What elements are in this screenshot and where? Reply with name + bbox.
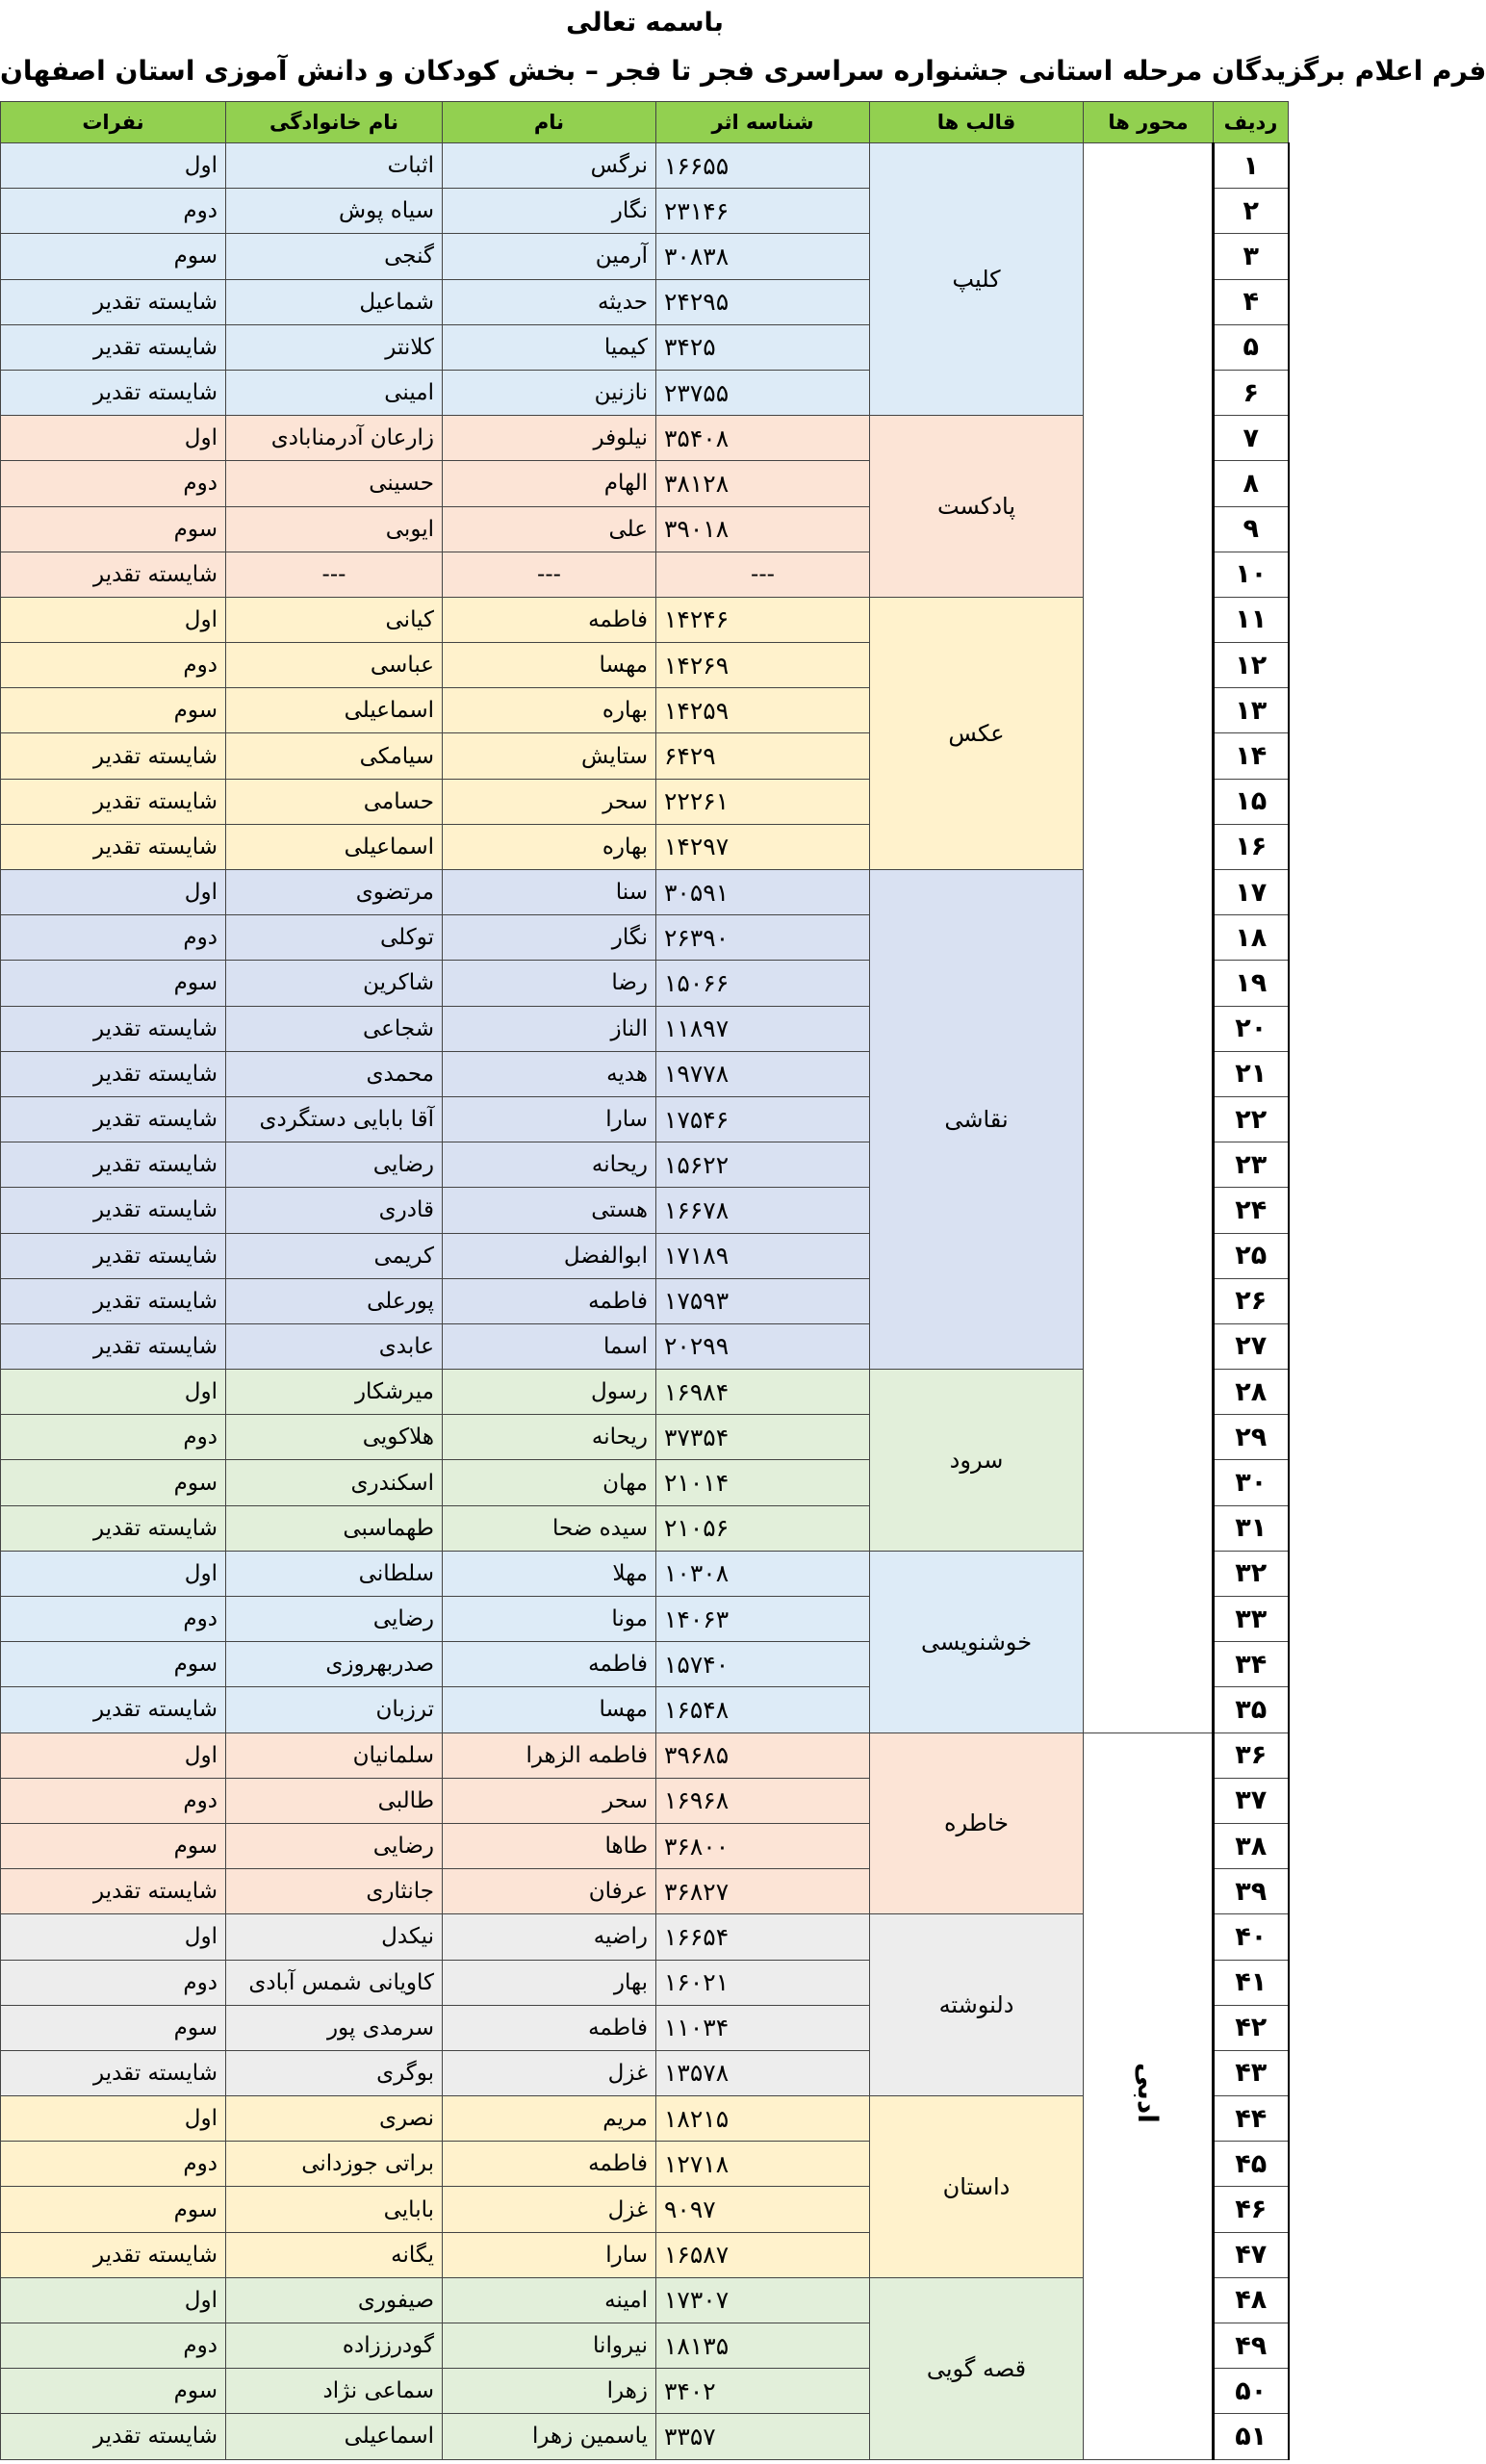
first-name-cell: بهاره bbox=[443, 688, 656, 733]
work-id-cell: ۱۶۰۲۱ bbox=[656, 1960, 870, 2005]
last-name-cell: سیامکی bbox=[226, 733, 443, 779]
work-id-cell: ۳۶۸۰۰ bbox=[656, 1823, 870, 1868]
work-id-cell: ۱۸۲۱۵ bbox=[656, 2096, 870, 2142]
last-name-cell: گودرززاده bbox=[226, 2323, 443, 2369]
first-name-cell: مهسا bbox=[443, 1687, 656, 1732]
rank-cell: اول bbox=[1, 1370, 226, 1415]
work-id-cell: ۳۰۸۳۸ bbox=[656, 234, 870, 279]
row-number-cell: ۴ bbox=[1214, 279, 1289, 324]
first-name-cell: --- bbox=[443, 552, 656, 597]
first-name-cell: امینه bbox=[443, 2277, 656, 2323]
last-name-cell: میرشکار bbox=[226, 1370, 443, 1415]
rank-cell: شایسته تقدیر bbox=[1, 1323, 226, 1369]
rank-cell: دوم bbox=[1, 189, 226, 234]
first-name-cell: بهار bbox=[443, 1960, 656, 2005]
last-name-cell: محمدی bbox=[226, 1051, 443, 1096]
first-name-cell: سحر bbox=[443, 779, 656, 824]
rank-cell: دوم bbox=[1, 1415, 226, 1460]
first-name-cell: فاطمه bbox=[443, 2142, 656, 2187]
first-name-cell: مهسا bbox=[443, 643, 656, 688]
last-name-cell: کاویانی شمس آبادی bbox=[226, 1960, 443, 2005]
first-name-cell: هدیه bbox=[443, 1051, 656, 1096]
rank-cell: سوم bbox=[1, 234, 226, 279]
rank-cell: سوم bbox=[1, 2187, 226, 2232]
row-number-cell: ۳۷ bbox=[1214, 1778, 1289, 1823]
last-name-cell: صیفوری bbox=[226, 2277, 443, 2323]
work-id-cell: ۱۴۲۴۶ bbox=[656, 597, 870, 642]
work-id-cell: ۳۳۵۷ bbox=[656, 2414, 870, 2459]
rank-cell: شایسته تقدیر bbox=[1, 1096, 226, 1142]
row-number-cell: ۴۶ bbox=[1214, 2187, 1289, 2232]
row-number-cell: ۲۱ bbox=[1214, 1051, 1289, 1096]
rank-cell: شایسته تقدیر bbox=[1, 824, 226, 869]
table-header-row bbox=[1, 102, 1289, 143]
last-name-cell: رضایی bbox=[226, 1823, 443, 1868]
work-id-cell: ۲۱۰۵۶ bbox=[656, 1505, 870, 1551]
rank-cell: شایسته تقدیر bbox=[1, 733, 226, 779]
rank-cell: دوم bbox=[1, 1960, 226, 2005]
rank-cell: شایسته تقدیر bbox=[1, 2414, 226, 2459]
last-name-cell: هلاکویی bbox=[226, 1415, 443, 1460]
last-name-cell: حسامی bbox=[226, 779, 443, 824]
work-id-cell: ۱۲۷۱۸ bbox=[656, 2142, 870, 2187]
row-number-cell: ۳۴ bbox=[1214, 1642, 1289, 1687]
row-number-cell: ۸ bbox=[1214, 461, 1289, 506]
last-name-cell: گنجی bbox=[226, 234, 443, 279]
last-name-cell: بابایی bbox=[226, 2187, 443, 2232]
first-name-cell: یاسمین زهرا bbox=[443, 2414, 656, 2459]
work-id-cell: --- bbox=[656, 552, 870, 597]
last-name-cell: ترزبان bbox=[226, 1687, 443, 1732]
rank-cell: سوم bbox=[1, 2369, 226, 2414]
rank-cell: دوم bbox=[1, 643, 226, 688]
last-name-cell: امینی bbox=[226, 370, 443, 415]
row-number-cell: ۲۶ bbox=[1214, 1278, 1289, 1323]
work-id-cell: ۳۷۳۵۴ bbox=[656, 1415, 870, 1460]
first-name-cell: نگار bbox=[443, 189, 656, 234]
row-number-cell: ۲۸ bbox=[1214, 1370, 1289, 1415]
row-number-cell: ۴۱ bbox=[1214, 1960, 1289, 2005]
first-name-cell: غزل bbox=[443, 2187, 656, 2232]
last-name-cell: جانثاری bbox=[226, 1869, 443, 1914]
work-id-cell: ۱۵۰۶۶ bbox=[656, 961, 870, 1006]
first-name-cell: علی bbox=[443, 506, 656, 552]
first-name-cell: کیمیا bbox=[443, 324, 656, 370]
rank-cell: شایسته تقدیر bbox=[1, 1687, 226, 1732]
row-number-cell: ۲۳ bbox=[1214, 1142, 1289, 1188]
row-number-cell: ۳۶ bbox=[1214, 1732, 1289, 1778]
first-name-cell: سارا bbox=[443, 1096, 656, 1142]
header-last-name: نام خانوادگی bbox=[226, 102, 443, 143]
row-number-cell: ۲۷ bbox=[1214, 1323, 1289, 1369]
row-number-cell: ۱۳ bbox=[1214, 688, 1289, 733]
first-name-cell: ریحانه bbox=[443, 1415, 656, 1460]
work-id-cell: ۱۶۹۸۴ bbox=[656, 1370, 870, 1415]
first-name-cell: نیروانا bbox=[443, 2323, 656, 2369]
last-name-cell: یگانه bbox=[226, 2232, 443, 2277]
first-name-cell: نازنین bbox=[443, 370, 656, 415]
row-number-cell: ۲۴ bbox=[1214, 1188, 1289, 1233]
last-name-cell: سلمانیان bbox=[226, 1732, 443, 1778]
first-name-cell: سیده ضحا bbox=[443, 1505, 656, 1551]
work-id-cell: ۳۵۴۰۸ bbox=[656, 416, 870, 461]
work-id-cell: ۱۷۵۹۳ bbox=[656, 1278, 870, 1323]
last-name-cell: اسماعیلی bbox=[226, 688, 443, 733]
rank-cell: اول bbox=[1, 870, 226, 915]
last-name-cell: رضایی bbox=[226, 1597, 443, 1642]
rank-cell: شایسته تقدیر bbox=[1, 1006, 226, 1051]
first-name-cell: رضا bbox=[443, 961, 656, 1006]
work-id-cell: ۱۱۰۳۴ bbox=[656, 2005, 870, 2050]
rank-cell: اول bbox=[1, 597, 226, 642]
row-number-cell: ۲۵ bbox=[1214, 1233, 1289, 1278]
work-id-cell: ۱۶۹۶۸ bbox=[656, 1778, 870, 1823]
first-name-cell: مهان bbox=[443, 1460, 656, 1505]
work-id-cell: ۳۴۲۵ bbox=[656, 324, 870, 370]
first-name-cell: مریم bbox=[443, 2096, 656, 2142]
row-number-cell: ۲ bbox=[1214, 189, 1289, 234]
axis-cell-literary bbox=[1084, 1732, 1214, 2459]
page-heading: باسمه تعالی bbox=[566, 8, 724, 38]
row-number-cell: ۶ bbox=[1214, 370, 1289, 415]
last-name-cell: اثبات bbox=[226, 143, 443, 189]
first-name-cell: فاطمه bbox=[443, 1278, 656, 1323]
last-name-cell: سماعی نژاد bbox=[226, 2369, 443, 2414]
last-name-cell: حسینی bbox=[226, 461, 443, 506]
work-id-cell: ۲۳۱۴۶ bbox=[656, 189, 870, 234]
work-id-cell: ۲۰۲۹۹ bbox=[656, 1323, 870, 1369]
table-row bbox=[1, 1732, 1289, 1778]
first-name-cell: آرمین bbox=[443, 234, 656, 279]
row-number-cell: ۳۸ bbox=[1214, 1823, 1289, 1868]
last-name-cell: سیاه پوش bbox=[226, 189, 443, 234]
row-number-cell: ۵۱ bbox=[1214, 2414, 1289, 2459]
row-number-cell: ۴۸ bbox=[1214, 2277, 1289, 2323]
row-number-cell: ۳۹ bbox=[1214, 1869, 1289, 1914]
row-number-cell: ۴۲ bbox=[1214, 2005, 1289, 2050]
work-id-cell: ۲۶۳۹۰ bbox=[656, 915, 870, 961]
rank-cell: شایسته تقدیر bbox=[1, 370, 226, 415]
first-name-cell: عرفان bbox=[443, 1869, 656, 1914]
work-id-cell: ۳۸۱۲۸ bbox=[656, 461, 870, 506]
last-name-cell: مرتضوی bbox=[226, 870, 443, 915]
first-name-cell: سحر bbox=[443, 1778, 656, 1823]
first-name-cell: مهلا bbox=[443, 1551, 656, 1596]
row-number-cell: ۵ bbox=[1214, 324, 1289, 370]
row-number-cell: ۳۰ bbox=[1214, 1460, 1289, 1505]
rank-cell: اول bbox=[1, 416, 226, 461]
work-id-cell: ۱۷۱۸۹ bbox=[656, 1233, 870, 1278]
rank-cell: شایسته تقدیر bbox=[1, 1051, 226, 1096]
work-id-cell: ۱۶۵۴۸ bbox=[656, 1687, 870, 1732]
first-name-cell: مونا bbox=[443, 1597, 656, 1642]
work-id-cell: ۱۶۵۸۷ bbox=[656, 2232, 870, 2277]
work-id-cell: ۱۷۵۴۶ bbox=[656, 1096, 870, 1142]
header-work-id: شناسه اثر bbox=[656, 102, 870, 143]
format-cell: دلنوشته bbox=[870, 1914, 1084, 2096]
rank-cell: شایسته تقدیر bbox=[1, 1278, 226, 1323]
first-name-cell: نرگس bbox=[443, 143, 656, 189]
rank-cell: دوم bbox=[1, 2323, 226, 2369]
work-id-cell: ۱۸۱۳۵ bbox=[656, 2323, 870, 2369]
row-number-cell: ۵۰ bbox=[1214, 2369, 1289, 2414]
work-id-cell: ۲۱۰۱۴ bbox=[656, 1460, 870, 1505]
last-name-cell: شاکرین bbox=[226, 961, 443, 1006]
work-id-cell: ۳۰۵۹۱ bbox=[656, 870, 870, 915]
first-name-cell: سنا bbox=[443, 870, 656, 915]
row-number-cell: ۱۱ bbox=[1214, 597, 1289, 642]
first-name-cell: نیلوفر bbox=[443, 416, 656, 461]
work-id-cell: ۱۵۶۲۲ bbox=[656, 1142, 870, 1188]
first-name-cell: ابوالفضل bbox=[443, 1233, 656, 1278]
last-name-cell: شجاعی bbox=[226, 1006, 443, 1051]
rank-cell: شایسته تقدیر bbox=[1, 324, 226, 370]
last-name-cell: توکلی bbox=[226, 915, 443, 961]
work-id-cell: ۱۴۰۶۳ bbox=[656, 1597, 870, 1642]
work-id-cell: ۱۶۶۵۴ bbox=[656, 1914, 870, 1960]
work-id-cell: ۱۶۶۷۸ bbox=[656, 1188, 870, 1233]
last-name-cell: کلانتر bbox=[226, 324, 443, 370]
row-number-cell: ۱۵ bbox=[1214, 779, 1289, 824]
first-name-cell: الناز bbox=[443, 1006, 656, 1051]
row-number-cell: ۴۵ bbox=[1214, 2142, 1289, 2187]
last-name-cell: سرمدی پور bbox=[226, 2005, 443, 2050]
rank-cell: دوم bbox=[1, 2142, 226, 2187]
first-name-cell: ستایش bbox=[443, 733, 656, 779]
format-cell: نقاشی bbox=[870, 870, 1084, 1370]
table-row bbox=[1, 143, 1289, 189]
work-id-cell: ۳۶۸۲۷ bbox=[656, 1869, 870, 1914]
format-cell: خوشنویسی bbox=[870, 1551, 1084, 1732]
last-name-cell: سلطانی bbox=[226, 1551, 443, 1596]
work-id-cell: ۳۹۰۱۸ bbox=[656, 506, 870, 552]
row-number-cell: ۹ bbox=[1214, 506, 1289, 552]
last-name-cell: قادری bbox=[226, 1188, 443, 1233]
axis-cell-empty bbox=[1084, 143, 1214, 1733]
work-id-cell: ۱۹۷۷۸ bbox=[656, 1051, 870, 1096]
rank-cell: اول bbox=[1, 1914, 226, 1960]
format-cell: داستان bbox=[870, 2096, 1084, 2278]
rank-cell: اول bbox=[1, 1732, 226, 1778]
work-id-cell: ۲۳۷۵۵ bbox=[656, 370, 870, 415]
format-cell: قصه گویی bbox=[870, 2277, 1084, 2459]
row-number-cell: ۴۴ bbox=[1214, 2096, 1289, 2142]
first-name-cell: بهاره bbox=[443, 824, 656, 869]
last-name-cell: براتی جوزدانی bbox=[226, 2142, 443, 2187]
first-name-cell: ریحانه bbox=[443, 1142, 656, 1188]
last-name-cell: عباسی bbox=[226, 643, 443, 688]
row-number-cell: ۲۰ bbox=[1214, 1006, 1289, 1051]
format-cell: سرود bbox=[870, 1370, 1084, 1552]
format-cell: عکس bbox=[870, 597, 1084, 869]
work-id-cell: ۱۴۲۵۹ bbox=[656, 688, 870, 733]
format-cell: خاطره bbox=[870, 1732, 1084, 1914]
header-axis: محور ها bbox=[1084, 102, 1214, 143]
last-name-cell: رضایی bbox=[226, 1142, 443, 1188]
rank-cell: سوم bbox=[1, 1823, 226, 1868]
header-format: قالب ها bbox=[870, 102, 1084, 143]
last-name-cell: کریمی bbox=[226, 1233, 443, 1278]
last-name-cell: ایوبی bbox=[226, 506, 443, 552]
format-cell: کلیپ bbox=[870, 143, 1084, 416]
winners-table-container bbox=[0, 101, 1290, 2460]
rank-cell: سوم bbox=[1, 1642, 226, 1687]
rank-cell: شایسته تقدیر bbox=[1, 1142, 226, 1188]
rank-cell: شایسته تقدیر bbox=[1, 2050, 226, 2095]
row-number-cell: ۲۲ bbox=[1214, 1096, 1289, 1142]
row-number-cell: ۱۷ bbox=[1214, 870, 1289, 915]
row-number-cell: ۳۵ bbox=[1214, 1687, 1289, 1732]
last-name-cell: صدربهروزی bbox=[226, 1642, 443, 1687]
first-name-cell: رسول bbox=[443, 1370, 656, 1415]
rank-cell: دوم bbox=[1, 1778, 226, 1823]
rank-cell: شایسته تقدیر bbox=[1, 552, 226, 597]
work-id-cell: ۱۱۸۹۷ bbox=[656, 1006, 870, 1051]
rank-cell: دوم bbox=[1, 461, 226, 506]
work-id-cell: ۱۶۶۵۵ bbox=[656, 143, 870, 189]
row-number-cell: ۳۳ bbox=[1214, 1597, 1289, 1642]
rank-cell: سوم bbox=[1, 688, 226, 733]
header-row-number: ردیف bbox=[1214, 102, 1289, 143]
rank-cell: دوم bbox=[1, 915, 226, 961]
last-name-cell: طهماسبی bbox=[226, 1505, 443, 1551]
last-name-cell: بوگری bbox=[226, 2050, 443, 2095]
rank-cell: دوم bbox=[1, 1597, 226, 1642]
last-name-cell: پورعلی bbox=[226, 1278, 443, 1323]
last-name-cell: اسماعیلی bbox=[226, 2414, 443, 2459]
work-id-cell: ۱۳۵۷۸ bbox=[656, 2050, 870, 2095]
rank-cell: سوم bbox=[1, 506, 226, 552]
rank-cell: اول bbox=[1, 2277, 226, 2323]
last-name-cell: عابدی bbox=[226, 1323, 443, 1369]
header-first-name: نام bbox=[443, 102, 656, 143]
row-number-cell: ۴۹ bbox=[1214, 2323, 1289, 2369]
winners-table bbox=[0, 101, 1290, 2460]
work-id-cell: ۲۲۲۶۱ bbox=[656, 779, 870, 824]
first-name-cell: راضیه bbox=[443, 1914, 656, 1960]
row-number-cell: ۴۷ bbox=[1214, 2232, 1289, 2277]
last-name-cell: اسماعیلی bbox=[226, 824, 443, 869]
last-name-cell: نیکدل bbox=[226, 1914, 443, 1960]
work-id-cell: ۹۰۹۷ bbox=[656, 2187, 870, 2232]
row-number-cell: ۷ bbox=[1214, 416, 1289, 461]
work-id-cell: ۶۴۲۹ bbox=[656, 733, 870, 779]
first-name-cell: غزل bbox=[443, 2050, 656, 2095]
row-number-cell: ۳ bbox=[1214, 234, 1289, 279]
row-number-cell: ۳۲ bbox=[1214, 1551, 1289, 1596]
work-id-cell: ۱۵۷۴۰ bbox=[656, 1642, 870, 1687]
first-name-cell: زهرا bbox=[443, 2369, 656, 2414]
first-name-cell: فاطمه الزهرا bbox=[443, 1732, 656, 1778]
first-name-cell: فاطمه bbox=[443, 1642, 656, 1687]
work-id-cell: ۳۴۰۲ bbox=[656, 2369, 870, 2414]
rank-cell: شایسته تقدیر bbox=[1, 1233, 226, 1278]
row-number-cell: ۳۱ bbox=[1214, 1505, 1289, 1551]
row-number-cell: ۱۶ bbox=[1214, 824, 1289, 869]
rank-cell: شایسته تقدیر bbox=[1, 2232, 226, 2277]
rank-cell: شایسته تقدیر bbox=[1, 279, 226, 324]
first-name-cell: الهام bbox=[443, 461, 656, 506]
work-id-cell: ۱۴۲۶۹ bbox=[656, 643, 870, 688]
last-name-cell: طالبی bbox=[226, 1778, 443, 1823]
table-body bbox=[1, 143, 1289, 2460]
row-number-cell: ۱۲ bbox=[1214, 643, 1289, 688]
rank-cell: اول bbox=[1, 2096, 226, 2142]
work-id-cell: ۱۴۲۹۷ bbox=[656, 824, 870, 869]
rank-cell: شایسته تقدیر bbox=[1, 779, 226, 824]
first-name-cell: هستی bbox=[443, 1188, 656, 1233]
row-number-cell: ۱۴ bbox=[1214, 733, 1289, 779]
rank-cell: شایسته تقدیر bbox=[1, 1188, 226, 1233]
row-number-cell: ۱ bbox=[1214, 143, 1289, 189]
rank-cell: شایسته تقدیر bbox=[1, 1869, 226, 1914]
first-name-cell: نگار bbox=[443, 915, 656, 961]
work-id-cell: ۳۹۶۸۵ bbox=[656, 1732, 870, 1778]
first-name-cell: طاها bbox=[443, 1823, 656, 1868]
axis-label: ادبی bbox=[1132, 2063, 1164, 2123]
work-id-cell: ۱۷۳۰۷ bbox=[656, 2277, 870, 2323]
rank-cell: سوم bbox=[1, 2005, 226, 2050]
last-name-cell: --- bbox=[226, 552, 443, 597]
page-title: فرم اعلام برگزیدگان مرحله استانی جشنواره سراسری فجر تا فجر – بخش کودکان و دانش آموزی استان اصفهان bbox=[0, 55, 1486, 87]
first-name-cell: سارا bbox=[443, 2232, 656, 2277]
last-name-cell: اسکندری bbox=[226, 1460, 443, 1505]
row-number-cell: ۱۹ bbox=[1214, 961, 1289, 1006]
rank-cell: سوم bbox=[1, 1460, 226, 1505]
rank-cell: اول bbox=[1, 1551, 226, 1596]
row-number-cell: ۱۰ bbox=[1214, 552, 1289, 597]
last-name-cell: زارعان آدرمنابادی bbox=[226, 416, 443, 461]
work-id-cell: ۱۰۳۰۸ bbox=[656, 1551, 870, 1596]
work-id-cell: ۲۴۲۹۵ bbox=[656, 279, 870, 324]
last-name-cell: کیانی bbox=[226, 597, 443, 642]
row-number-cell: ۱۸ bbox=[1214, 915, 1289, 961]
last-name-cell: شماعیل bbox=[226, 279, 443, 324]
header-rank: نفرات bbox=[1, 102, 226, 143]
rank-cell: شایسته تقدیر bbox=[1, 1505, 226, 1551]
first-name-cell: حدیثه bbox=[443, 279, 656, 324]
rank-cell: اول bbox=[1, 143, 226, 189]
last-name-cell: آقا بابایی دستگردی bbox=[226, 1096, 443, 1142]
first-name-cell: فاطمه bbox=[443, 2005, 656, 2050]
row-number-cell: ۲۹ bbox=[1214, 1415, 1289, 1460]
row-number-cell: ۴۳ bbox=[1214, 2050, 1289, 2095]
format-cell: پادکست bbox=[870, 416, 1084, 598]
rank-cell: سوم bbox=[1, 961, 226, 1006]
row-number-cell: ۴۰ bbox=[1214, 1914, 1289, 1960]
last-name-cell: نصری bbox=[226, 2096, 443, 2142]
first-name-cell: اسما bbox=[443, 1323, 656, 1369]
first-name-cell: فاطمه bbox=[443, 597, 656, 642]
